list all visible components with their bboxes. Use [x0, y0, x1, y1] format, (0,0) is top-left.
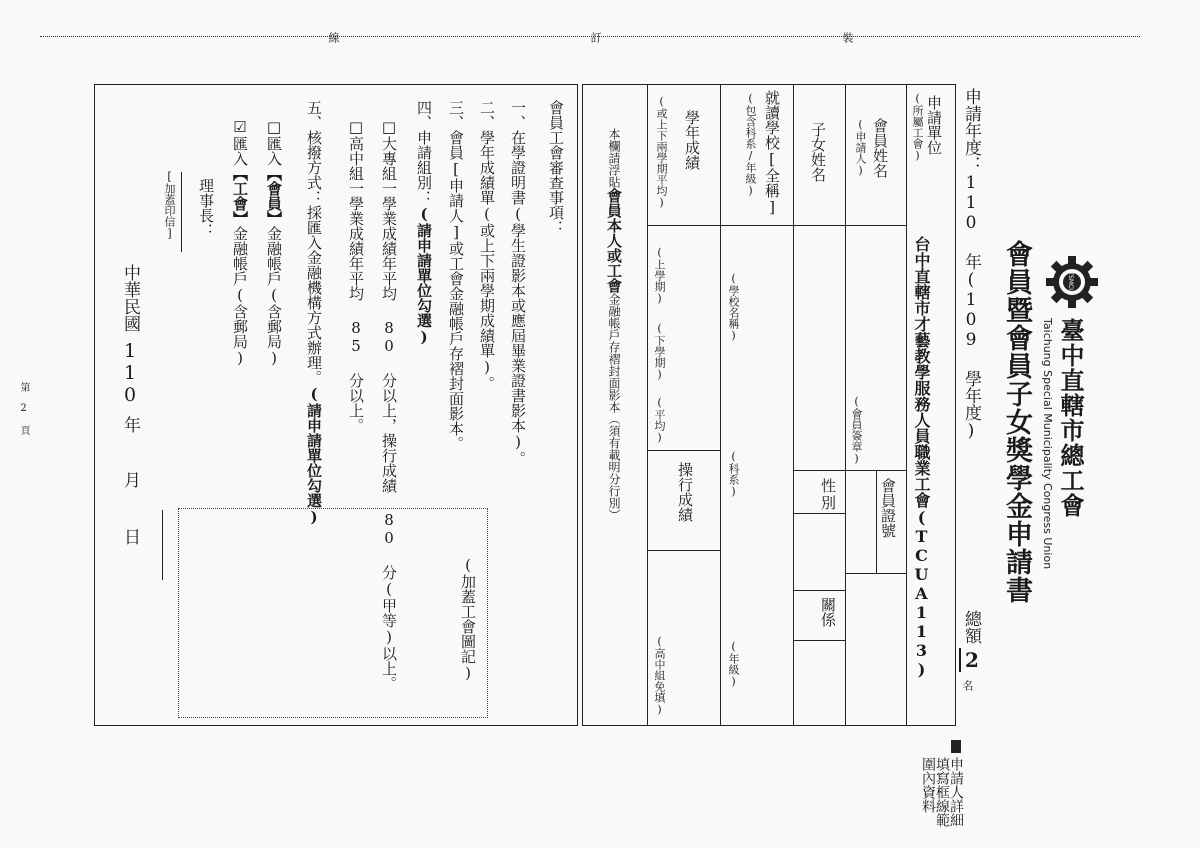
conduct-label: 操行成績	[676, 462, 694, 522]
option-union-account[interactable]	[232, 118, 247, 367]
member-name-label: 會員姓名	[871, 118, 889, 178]
opt-union-pre: ☑匯入	[231, 118, 249, 166]
date-era: 中華民國	[120, 264, 140, 332]
review-title: 會員工會審查事項：	[547, 100, 565, 235]
binding-mark-3: 線	[327, 32, 340, 43]
grade-hint: (年級)	[727, 640, 740, 688]
opt-union-post: 金融帳戶(含郵局)	[231, 226, 249, 367]
attach-suffix: 金融帳戶存褶封面影本（須有載明分行別）	[607, 293, 621, 521]
score-label: 學年成績	[683, 110, 701, 170]
gear-logo-icon	[1045, 255, 1099, 309]
chairman-label: 理事長：	[197, 178, 215, 238]
item5-prefix: 五、核撥方式：採匯入金融機構方式辦理。	[305, 100, 323, 385]
unit-sub: (所屬工會)	[911, 92, 924, 162]
opt-member-pre: □匯入	[265, 118, 283, 166]
gender-label: 性別	[819, 478, 837, 512]
member-seal-hint: (會員簽章)	[850, 395, 863, 465]
conduct-note: (高中組免填)	[653, 635, 666, 716]
total-value: 2	[960, 648, 984, 672]
total-prefix: 總額	[961, 610, 981, 644]
dept-hint: (科系)	[727, 450, 740, 498]
option-member-account[interactable]	[266, 118, 281, 367]
attach-note	[606, 128, 621, 521]
school-label: 就讀學校[全稱]	[763, 90, 781, 216]
review-item-3: 三、會員[申請人]或工會金融帳戶存褶封面影本。	[447, 100, 465, 451]
review-item-4	[416, 100, 431, 346]
unit-label: 申請單位	[925, 95, 943, 155]
item5-bold: (請申請單位勾選)	[305, 385, 323, 526]
date-line	[120, 264, 139, 545]
seal-note: [加蓋印信]	[163, 170, 176, 240]
binding-mark-1: 裝	[841, 32, 854, 43]
review-item-5	[306, 100, 321, 526]
option-high[interactable]: □高中組一學業成績年平均 85 分以上。	[347, 118, 365, 433]
member-name-sub: (申請人)	[854, 118, 867, 177]
first-term-hint: (上學期)	[653, 246, 666, 305]
attach-bold: 會員本人或工會	[605, 188, 623, 293]
org-english: Taichung Special Municipality Congress Union	[1041, 318, 1054, 570]
opt-member-post: 金融帳戶(含郵局)	[265, 226, 283, 367]
school-sub: (包含科系/年級)	[744, 92, 757, 197]
child-name-label: 子女姓名	[809, 122, 827, 182]
school-name-hint: (學校名稱)	[727, 272, 740, 342]
relation-label: 關係	[819, 597, 837, 627]
opt-union-bold: 【工會】	[231, 166, 249, 226]
side-note-marker	[951, 740, 961, 753]
item4-prefix: 四、申請組別：	[415, 100, 433, 205]
unit-value: 台中直轄市才藝教學服務人員職業工會(TCUA113)	[912, 236, 931, 679]
union-seal-hint: (加蓋工會圖記)	[459, 556, 477, 682]
org-name: 臺中直轄市總工會	[1056, 318, 1085, 518]
date-month: 月	[120, 471, 140, 488]
binding-mark-2: 訂	[589, 32, 602, 43]
date-year: 110	[119, 340, 141, 406]
union-seal-box	[178, 508, 488, 718]
date-nian: 年	[120, 416, 140, 433]
item4-bold: (請申請單位勾選)	[415, 205, 433, 346]
opt-member-bold: 【會員】	[265, 166, 283, 226]
score-sub: (或上下兩學期平均)	[655, 95, 668, 209]
review-item-1: 一、在學證明書(學生證影本或應屆畢業證書影本)。	[509, 100, 527, 466]
child-name-field[interactable]	[797, 232, 841, 464]
total-count	[962, 610, 982, 695]
application-year: 申請年度：110 年(109 學年度)	[961, 88, 981, 441]
second-term-hint: (下學期)	[653, 322, 666, 381]
attach-prefix: 本欄請浮貼	[607, 128, 621, 188]
total-unit: 名	[961, 680, 974, 691]
option-college[interactable]: □大專組一學業成績年平均 80 分以上，操行成績 80 分(甲等)以上。	[380, 118, 398, 691]
form-title: 會員暨會員子女獎學金申請書	[1001, 240, 1032, 604]
date-day: 日	[120, 528, 140, 545]
svg-text:TSMCU: TSMCU	[1067, 271, 1074, 293]
member-id-field[interactable]	[850, 480, 872, 568]
member-id-label: 會員證號	[879, 478, 897, 538]
union-logo	[1045, 255, 1099, 309]
side-note: 申請人詳細填寫框線範圍內資料	[920, 757, 964, 827]
average-hint: (平均)	[653, 396, 666, 444]
page-number: 第 2 頁	[18, 382, 29, 435]
review-item-2: 二、學年成績單(或上下兩學期成績單)。	[478, 100, 496, 391]
